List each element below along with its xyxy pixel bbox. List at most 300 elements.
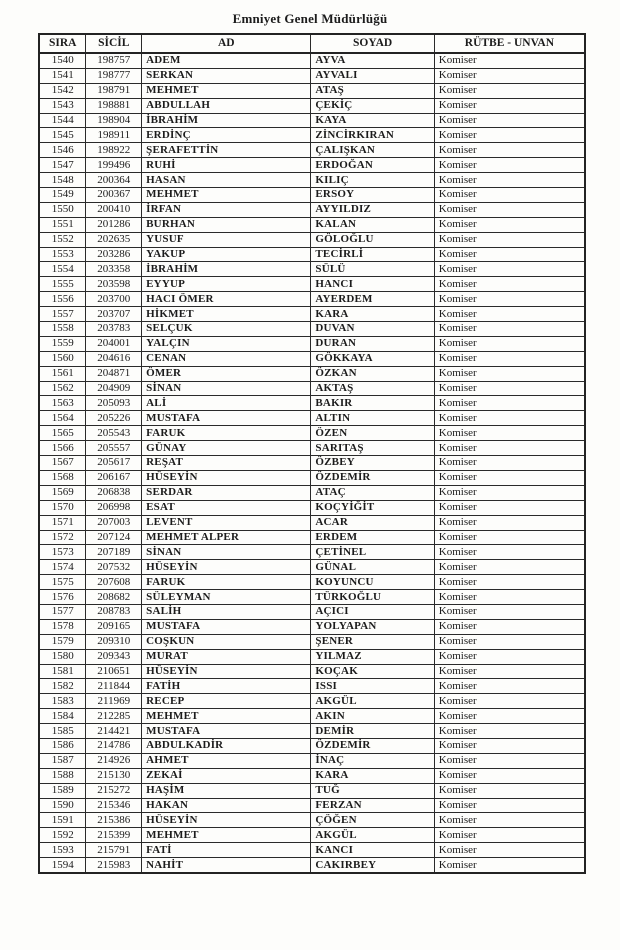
- cell-rutbe-unvan: Komiser: [434, 560, 585, 575]
- cell-sira: 1576: [39, 590, 86, 605]
- cell-sira: 1575: [39, 575, 86, 590]
- cell-rutbe-unvan: Komiser: [434, 277, 585, 292]
- cell-rutbe-unvan: Komiser: [434, 858, 585, 873]
- cell-sira: 1574: [39, 560, 86, 575]
- cell-rutbe-unvan: Komiser: [434, 679, 585, 694]
- cell-sira: 1550: [39, 202, 86, 217]
- cell-rutbe-unvan: Komiser: [434, 83, 585, 98]
- cell-sicil: 208783: [86, 604, 142, 619]
- cell-sicil: 198904: [86, 113, 142, 128]
- cell-soyad: ATAÇ: [311, 485, 434, 500]
- table-row: [39, 456, 585, 471]
- cell-ad: ADEM: [142, 53, 311, 68]
- column-header-sira: SIRA: [39, 34, 86, 53]
- cell-sicil: 203707: [86, 307, 142, 322]
- cell-sira: 1557: [39, 307, 86, 322]
- cell-sicil: 208682: [86, 590, 142, 605]
- cell-sira: 1541: [39, 68, 86, 83]
- cell-rutbe-unvan: Komiser: [434, 530, 585, 545]
- cell-soyad: AKGÜL: [311, 828, 434, 843]
- cell-ad: LEVENT: [142, 515, 311, 530]
- cell-sira: 1553: [39, 247, 86, 262]
- table-row: [39, 515, 585, 530]
- cell-ad: HÜSEYİN: [142, 470, 311, 485]
- cell-sira: 1566: [39, 441, 86, 456]
- cell-ad: SELÇUK: [142, 322, 311, 337]
- cell-soyad: KOYUNCU: [311, 575, 434, 590]
- cell-rutbe-unvan: Komiser: [434, 188, 585, 203]
- table-row: [39, 232, 585, 247]
- table-row: [39, 336, 585, 351]
- table-row: [39, 753, 585, 768]
- cell-sira: 1555: [39, 277, 86, 292]
- cell-ad: FATİH: [142, 679, 311, 694]
- cell-sira: 1578: [39, 619, 86, 634]
- cell-sicil: 201286: [86, 217, 142, 232]
- cell-soyad: GÖKKAYA: [311, 351, 434, 366]
- cell-sira: 1546: [39, 143, 86, 158]
- cell-soyad: ZİNCİRKIRAN: [311, 128, 434, 143]
- cell-rutbe-unvan: Komiser: [434, 828, 585, 843]
- cell-sicil: 207124: [86, 530, 142, 545]
- cell-sicil: 199496: [86, 158, 142, 173]
- header-row: [39, 34, 585, 53]
- cell-sira: 1570: [39, 500, 86, 515]
- cell-sicil: 214926: [86, 753, 142, 768]
- cell-ad: HASAN: [142, 173, 311, 188]
- cell-soyad: YILMAZ: [311, 649, 434, 664]
- cell-sira: 1587: [39, 753, 86, 768]
- cell-rutbe-unvan: Komiser: [434, 307, 585, 322]
- cell-sicil: 200364: [86, 173, 142, 188]
- cell-ad: GÜNAY: [142, 441, 311, 456]
- table-row: [39, 813, 585, 828]
- cell-rutbe-unvan: Komiser: [434, 426, 585, 441]
- table-row: [39, 217, 585, 232]
- cell-ad: ÖMER: [142, 366, 311, 381]
- table-row: [39, 560, 585, 575]
- cell-soyad: ATAŞ: [311, 83, 434, 98]
- cell-sira: 1583: [39, 694, 86, 709]
- cell-sicil: 198881: [86, 98, 142, 113]
- cell-rutbe-unvan: Komiser: [434, 783, 585, 798]
- cell-soyad: AYYILDIZ: [311, 202, 434, 217]
- table-row: [39, 470, 585, 485]
- cell-sicil: 209310: [86, 634, 142, 649]
- cell-ad: NAHİT: [142, 858, 311, 873]
- cell-rutbe-unvan: Komiser: [434, 158, 585, 173]
- cell-sicil: 200367: [86, 188, 142, 203]
- cell-ad: HİKMET: [142, 307, 311, 322]
- cell-sira: 1577: [39, 604, 86, 619]
- table-row: [39, 500, 585, 515]
- table-row: [39, 426, 585, 441]
- cell-rutbe-unvan: Komiser: [434, 292, 585, 307]
- table-row: [39, 545, 585, 560]
- cell-ad: ŞERAFETTİN: [142, 143, 311, 158]
- cell-ad: SİNAN: [142, 545, 311, 560]
- cell-rutbe-unvan: Komiser: [434, 500, 585, 515]
- cell-ad: MUSTAFA: [142, 619, 311, 634]
- cell-rutbe-unvan: Komiser: [434, 470, 585, 485]
- cell-sicil: 205543: [86, 426, 142, 441]
- cell-ad: YALÇIN: [142, 336, 311, 351]
- cell-sicil: 211844: [86, 679, 142, 694]
- cell-rutbe-unvan: Komiser: [434, 113, 585, 128]
- cell-sicil: 215791: [86, 843, 142, 858]
- cell-soyad: SARITAŞ: [311, 441, 434, 456]
- cell-rutbe-unvan: Komiser: [434, 217, 585, 232]
- cell-ad: ZEKAİ: [142, 768, 311, 783]
- cell-sicil: 204001: [86, 336, 142, 351]
- cell-ad: MEHMET: [142, 709, 311, 724]
- cell-soyad: KAYA: [311, 113, 434, 128]
- cell-soyad: KARA: [311, 307, 434, 322]
- cell-sira: 1568: [39, 470, 86, 485]
- cell-sira: 1545: [39, 128, 86, 143]
- cell-rutbe-unvan: Komiser: [434, 53, 585, 68]
- cell-sira: 1560: [39, 351, 86, 366]
- table-row: [39, 128, 585, 143]
- cell-sira: 1572: [39, 530, 86, 545]
- cell-ad: MEHMET: [142, 828, 311, 843]
- cell-rutbe-unvan: Komiser: [434, 843, 585, 858]
- cell-soyad: AÇICI: [311, 604, 434, 619]
- cell-rutbe-unvan: Komiser: [434, 724, 585, 739]
- cell-rutbe-unvan: Komiser: [434, 753, 585, 768]
- cell-sira: 1559: [39, 336, 86, 351]
- cell-soyad: DUVAN: [311, 322, 434, 337]
- table-row: [39, 396, 585, 411]
- cell-rutbe-unvan: Komiser: [434, 322, 585, 337]
- table-row: [39, 83, 585, 98]
- table-row: [39, 322, 585, 337]
- cell-sira: 1585: [39, 724, 86, 739]
- cell-rutbe-unvan: Komiser: [434, 247, 585, 262]
- table-row: [39, 530, 585, 545]
- cell-ad: REŞAT: [142, 456, 311, 471]
- cell-soyad: İNAÇ: [311, 753, 434, 768]
- cell-ad: SİNAN: [142, 381, 311, 396]
- cell-rutbe-unvan: Komiser: [434, 98, 585, 113]
- cell-ad: RECEP: [142, 694, 311, 709]
- cell-sicil: 200410: [86, 202, 142, 217]
- table-header: [39, 34, 585, 53]
- cell-sicil: 207608: [86, 575, 142, 590]
- cell-ad: AHMET: [142, 753, 311, 768]
- cell-sira: 1551: [39, 217, 86, 232]
- cell-sicil: 215346: [86, 798, 142, 813]
- table-row: [39, 292, 585, 307]
- cell-soyad: KARA: [311, 768, 434, 783]
- cell-soyad: DEMİR: [311, 724, 434, 739]
- cell-sira: 1542: [39, 83, 86, 98]
- cell-soyad: FERZAN: [311, 798, 434, 813]
- cell-rutbe-unvan: Komiser: [434, 232, 585, 247]
- cell-sira: 1579: [39, 634, 86, 649]
- cell-ad: YUSUF: [142, 232, 311, 247]
- cell-sira: 1552: [39, 232, 86, 247]
- cell-ad: MUSTAFA: [142, 724, 311, 739]
- cell-soyad: KOÇAK: [311, 664, 434, 679]
- cell-rutbe-unvan: Komiser: [434, 813, 585, 828]
- cell-sira: 1565: [39, 426, 86, 441]
- cell-sicil: 204616: [86, 351, 142, 366]
- table-row: [39, 53, 585, 68]
- cell-rutbe-unvan: Komiser: [434, 128, 585, 143]
- cell-ad: FARUK: [142, 575, 311, 590]
- cell-sicil: 203700: [86, 292, 142, 307]
- table-row: [39, 441, 585, 456]
- cell-ad: FARUK: [142, 426, 311, 441]
- cell-rutbe-unvan: Komiser: [434, 68, 585, 83]
- cell-soyad: ÖZDEMİR: [311, 738, 434, 753]
- cell-sira: 1543: [39, 98, 86, 113]
- column-header-rutbe-unvan: RÜTBE - UNVAN: [434, 34, 585, 53]
- cell-ad: YAKUP: [142, 247, 311, 262]
- table-row: [39, 68, 585, 83]
- cell-sira: 1593: [39, 843, 86, 858]
- cell-sicil: 198791: [86, 83, 142, 98]
- cell-sira: 1569: [39, 485, 86, 500]
- cell-soyad: AYVALI: [311, 68, 434, 83]
- cell-ad: RUHİ: [142, 158, 311, 173]
- cell-sicil: 206838: [86, 485, 142, 500]
- table-row: [39, 694, 585, 709]
- cell-sicil: 205617: [86, 456, 142, 471]
- cell-sira: 1586: [39, 738, 86, 753]
- cell-soyad: BAKIR: [311, 396, 434, 411]
- cell-sicil: 206998: [86, 500, 142, 515]
- cell-ad: İBRAHİM: [142, 113, 311, 128]
- cell-ad: ERDİNÇ: [142, 128, 311, 143]
- table-row: [39, 381, 585, 396]
- table-row: [39, 724, 585, 739]
- cell-sira: 1547: [39, 158, 86, 173]
- cell-rutbe-unvan: Komiser: [434, 604, 585, 619]
- cell-soyad: CAKIRBEY: [311, 858, 434, 873]
- cell-rutbe-unvan: Komiser: [434, 634, 585, 649]
- cell-soyad: KANCI: [311, 843, 434, 858]
- cell-ad: MURAT: [142, 649, 311, 664]
- cell-rutbe-unvan: Komiser: [434, 590, 585, 605]
- cell-ad: İRFAN: [142, 202, 311, 217]
- cell-sicil: 203598: [86, 277, 142, 292]
- table-row: [39, 798, 585, 813]
- cell-sira: 1563: [39, 396, 86, 411]
- table-row: [39, 158, 585, 173]
- table-row: [39, 649, 585, 664]
- cell-soyad: TUĞ: [311, 783, 434, 798]
- cell-sira: 1594: [39, 858, 86, 873]
- cell-soyad: ÖZEN: [311, 426, 434, 441]
- cell-soyad: YOLYAPAN: [311, 619, 434, 634]
- cell-ad: HAŞİM: [142, 783, 311, 798]
- table-body: [39, 53, 585, 873]
- cell-rutbe-unvan: Komiser: [434, 798, 585, 813]
- table-row: [39, 634, 585, 649]
- cell-ad: SERKAN: [142, 68, 311, 83]
- cell-rutbe-unvan: Komiser: [434, 143, 585, 158]
- table-row: [39, 247, 585, 262]
- cell-sira: 1584: [39, 709, 86, 724]
- cell-rutbe-unvan: Komiser: [434, 738, 585, 753]
- cell-ad: HÜSEYİN: [142, 664, 311, 679]
- cell-sicil: 205557: [86, 441, 142, 456]
- cell-sira: 1590: [39, 798, 86, 813]
- cell-soyad: SÜLÜ: [311, 262, 434, 277]
- cell-sicil: 215386: [86, 813, 142, 828]
- cell-ad: ESAT: [142, 500, 311, 515]
- table-row: [39, 411, 585, 426]
- cell-soyad: ÇALIŞKAN: [311, 143, 434, 158]
- cell-ad: BURHAN: [142, 217, 311, 232]
- cell-soyad: KOÇYİĞİT: [311, 500, 434, 515]
- cell-soyad: DURAN: [311, 336, 434, 351]
- cell-sicil: 215399: [86, 828, 142, 843]
- cell-rutbe-unvan: Komiser: [434, 456, 585, 471]
- cell-sira: 1592: [39, 828, 86, 843]
- cell-soyad: ERDEM: [311, 530, 434, 545]
- cell-rutbe-unvan: Komiser: [434, 441, 585, 456]
- cell-ad: HACI ÖMER: [142, 292, 311, 307]
- cell-rutbe-unvan: Komiser: [434, 411, 585, 426]
- table-row: [39, 828, 585, 843]
- cell-sicil: 207003: [86, 515, 142, 530]
- table-row: [39, 366, 585, 381]
- table-row: [39, 664, 585, 679]
- cell-rutbe-unvan: Komiser: [434, 262, 585, 277]
- cell-sicil: 204871: [86, 366, 142, 381]
- cell-ad: ALİ: [142, 396, 311, 411]
- cell-soyad: AKIN: [311, 709, 434, 724]
- cell-soyad: TÜRKOĞLU: [311, 590, 434, 605]
- cell-sicil: 209343: [86, 649, 142, 664]
- column-header-sicil: SİCİL: [86, 34, 142, 53]
- cell-soyad: ERSOY: [311, 188, 434, 203]
- cell-soyad: AYVA: [311, 53, 434, 68]
- table-row: [39, 604, 585, 619]
- cell-ad: CENAN: [142, 351, 311, 366]
- cell-ad: MUSTAFA: [142, 411, 311, 426]
- cell-sicil: 215130: [86, 768, 142, 783]
- cell-soyad: AKTAŞ: [311, 381, 434, 396]
- cell-ad: ABDULLAH: [142, 98, 311, 113]
- cell-ad: HÜSEYİN: [142, 813, 311, 828]
- table-row: [39, 277, 585, 292]
- cell-soyad: ALTIN: [311, 411, 434, 426]
- cell-sicil: 207189: [86, 545, 142, 560]
- table-row: [39, 858, 585, 873]
- cell-sicil: 203783: [86, 322, 142, 337]
- cell-sicil: 215983: [86, 858, 142, 873]
- cell-soyad: ŞENER: [311, 634, 434, 649]
- column-header-soyad: SOYAD: [311, 34, 434, 53]
- cell-sira: 1591: [39, 813, 86, 828]
- cell-rutbe-unvan: Komiser: [434, 381, 585, 396]
- cell-soyad: ERDOĞAN: [311, 158, 434, 173]
- cell-soyad: TECİRLİ: [311, 247, 434, 262]
- cell-rutbe-unvan: Komiser: [434, 351, 585, 366]
- cell-sira: 1549: [39, 188, 86, 203]
- cell-sicil: 206167: [86, 470, 142, 485]
- cell-sira: 1548: [39, 173, 86, 188]
- cell-sira: 1558: [39, 322, 86, 337]
- cell-sira: 1589: [39, 783, 86, 798]
- personnel-table: [38, 33, 586, 874]
- page-title: Emniyet Genel Müdürlüğü: [232, 11, 388, 26]
- table-row: [39, 485, 585, 500]
- cell-sicil: 202635: [86, 232, 142, 247]
- table-row: [39, 262, 585, 277]
- table-row: [39, 709, 585, 724]
- cell-ad: MEHMET: [142, 83, 311, 98]
- cell-soyad: ÖZBEY: [311, 456, 434, 471]
- cell-soyad: GÖLOĞLU: [311, 232, 434, 247]
- cell-ad: SALİH: [142, 604, 311, 619]
- table-row: [39, 98, 585, 113]
- cell-sicil: 198922: [86, 143, 142, 158]
- cell-ad: MEHMET ALPER: [142, 530, 311, 545]
- cell-soyad: GÜNAL: [311, 560, 434, 575]
- cell-ad: HAKAN: [142, 798, 311, 813]
- cell-soyad: ÖZDEMİR: [311, 470, 434, 485]
- cell-rutbe-unvan: Komiser: [434, 366, 585, 381]
- cell-rutbe-unvan: Komiser: [434, 575, 585, 590]
- cell-soyad: ÇÖĞEN: [311, 813, 434, 828]
- cell-sicil: 203286: [86, 247, 142, 262]
- cell-rutbe-unvan: Komiser: [434, 768, 585, 783]
- cell-rutbe-unvan: Komiser: [434, 694, 585, 709]
- cell-ad: ABDULKADİR: [142, 738, 311, 753]
- cell-rutbe-unvan: Komiser: [434, 396, 585, 411]
- cell-sicil: 205093: [86, 396, 142, 411]
- cell-sicil: 212285: [86, 709, 142, 724]
- cell-soyad: KALAN: [311, 217, 434, 232]
- cell-sicil: 205226: [86, 411, 142, 426]
- table-row: [39, 351, 585, 366]
- cell-soyad: KILIÇ: [311, 173, 434, 188]
- cell-soyad: HANCI: [311, 277, 434, 292]
- cell-sira: 1571: [39, 515, 86, 530]
- cell-sicil: 203358: [86, 262, 142, 277]
- table-row: [39, 143, 585, 158]
- cell-ad: FATİ: [142, 843, 311, 858]
- cell-ad: EYYUP: [142, 277, 311, 292]
- cell-sicil: 198777: [86, 68, 142, 83]
- table-row: [39, 188, 585, 203]
- table-row: [39, 843, 585, 858]
- cell-sicil: 204909: [86, 381, 142, 396]
- cell-rutbe-unvan: Komiser: [434, 202, 585, 217]
- cell-rutbe-unvan: Komiser: [434, 336, 585, 351]
- cell-sira: 1580: [39, 649, 86, 664]
- table-row: [39, 173, 585, 188]
- cell-sira: 1573: [39, 545, 86, 560]
- cell-sira: 1544: [39, 113, 86, 128]
- table-row: [39, 619, 585, 634]
- table-row: [39, 679, 585, 694]
- cell-sira: 1567: [39, 456, 86, 471]
- cell-ad: MEHMET: [142, 188, 311, 203]
- cell-sicil: 209165: [86, 619, 142, 634]
- table-row: [39, 307, 585, 322]
- cell-rutbe-unvan: Komiser: [434, 545, 585, 560]
- cell-soyad: AYERDEM: [311, 292, 434, 307]
- table-row: [39, 575, 585, 590]
- cell-sira: 1582: [39, 679, 86, 694]
- cell-ad: İBRAHİM: [142, 262, 311, 277]
